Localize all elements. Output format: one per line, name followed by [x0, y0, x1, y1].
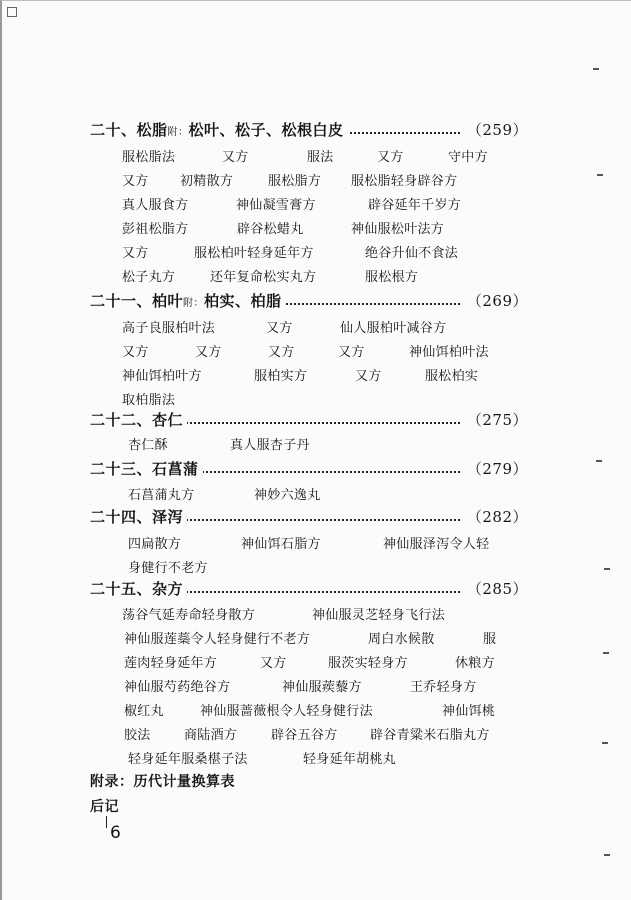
- list-item: 神仙服泽泻令人轻: [383, 537, 490, 552]
- list-item: 彭祖松脂方: [122, 222, 189, 237]
- entry-page: （279）: [461, 458, 528, 479]
- toc-entry[interactable]: [90, 119, 528, 141]
- list-item: 神仙饵柏叶方: [122, 369, 202, 384]
- list-item: 守中方: [448, 150, 488, 165]
- list-item: 服柏实方: [254, 369, 308, 384]
- list-item: 真人服食方: [122, 198, 189, 213]
- list-item: 服松柏叶轻身延年方: [194, 246, 314, 261]
- scan-margin-mark: [593, 68, 599, 70]
- entry-title: 二十、松脂: [90, 121, 168, 139]
- scan-margin-mark: [597, 174, 603, 176]
- list-item: 又方: [338, 345, 365, 360]
- scan-margin-mark: [596, 460, 602, 462]
- list-item: 辟谷青粱米石脂丸方: [370, 728, 490, 743]
- list-item: 轻身延年服桑椹子法: [128, 752, 248, 767]
- scan-margin-mark: [602, 742, 608, 744]
- list-item: 石菖蒲丸方: [128, 488, 195, 503]
- entry-page: （275）: [461, 409, 528, 430]
- list-item: 辟谷延年千岁方: [368, 198, 462, 213]
- list-item: 椒红丸: [124, 704, 164, 719]
- list-item: 神仙服灵芝轻身飞行法: [312, 608, 446, 623]
- list-item: 身健行不老方: [128, 561, 208, 576]
- list-item: 又方: [195, 345, 222, 360]
- entry-page: （285）: [461, 578, 528, 599]
- scan-margin-mark: [603, 652, 609, 654]
- afterword-link[interactable]: 后记: [90, 799, 119, 815]
- entry-subtitle: 柏实、柏脂: [204, 292, 282, 310]
- list-item: 辟谷五谷方: [271, 728, 338, 743]
- list-item: 莲肉轻身延年方: [124, 656, 218, 671]
- entry-note: 附：: [167, 127, 189, 138]
- page-number: 6: [110, 823, 121, 843]
- list-item: 真人服杏子丹: [230, 438, 310, 453]
- list-item: 神仙饵柏叶法: [409, 345, 489, 360]
- list-item: 胶法: [124, 728, 151, 743]
- list-item: 神仙凝雪膏方: [236, 198, 316, 213]
- list-item: 服松脂方: [268, 174, 322, 189]
- list-item: 服松脂轻身辟谷方: [351, 174, 458, 189]
- list-item: 神仙饵石脂方: [241, 537, 321, 552]
- list-item: 神仙饵桃: [442, 704, 496, 719]
- list-item: 又方: [355, 369, 382, 384]
- list-item: 服松根方: [365, 270, 419, 285]
- list-item: 辟谷松蜡丸: [237, 222, 304, 237]
- entry-subtitle: 松叶、松子、松根白皮: [188, 121, 344, 139]
- list-item: 仙人服柏叶减谷方: [340, 321, 447, 336]
- list-item: 神仙服芍药绝谷方: [124, 680, 231, 695]
- list-item: 又方: [122, 174, 149, 189]
- entry-title: 二十四、泽泻: [90, 508, 184, 526]
- entry-page: （282）: [461, 506, 528, 527]
- list-item: 休粮方: [455, 656, 495, 671]
- list-item: 杏仁酥: [128, 438, 168, 453]
- entry-title: 二十五、杂方: [90, 580, 184, 598]
- list-item: 商陆酒方: [184, 728, 238, 743]
- list-item: 四扁散方: [128, 537, 182, 552]
- entry-page: （259）: [461, 119, 528, 140]
- list-item: 周白水候散: [368, 632, 435, 647]
- list-item: 服法: [307, 150, 334, 165]
- entry-note: 附：: [183, 298, 205, 309]
- list-item: 初精散方: [180, 174, 234, 189]
- list-item: 荡谷气延寿命轻身散方: [122, 608, 256, 623]
- list-item: 还年复命松实丸方: [210, 270, 317, 285]
- entry-title: 二十三、石菖蒲: [90, 460, 199, 478]
- list-item: 又方: [122, 345, 149, 360]
- list-item: 又方: [122, 246, 149, 261]
- toc-entry[interactable]: [90, 409, 528, 431]
- list-item: 又方: [260, 656, 287, 671]
- list-item: 神仙服松叶法方: [351, 222, 445, 237]
- list-item: 神仙服蔷薇根令人轻身健行法: [200, 704, 373, 719]
- list-item: 取柏脂法: [122, 393, 176, 408]
- list-item: 服: [483, 632, 497, 647]
- toc-entry[interactable]: [90, 458, 528, 480]
- list-item: 又方: [222, 150, 249, 165]
- scan-margin-mark: [604, 568, 610, 570]
- list-item: 又方: [268, 345, 295, 360]
- list-item: 松子丸方: [122, 270, 176, 285]
- appendix-link[interactable]: 附录：历代计量换算表: [90, 774, 235, 790]
- list-item: 王乔轻身方: [410, 680, 477, 695]
- list-item: 又方: [266, 321, 293, 336]
- toc-entry[interactable]: [90, 578, 528, 600]
- list-item: 神仙服莲蘂令人轻身健行不老方: [124, 632, 311, 647]
- list-item: 服茨实轻身方: [328, 656, 408, 671]
- list-item: 绝谷升仙不食法: [365, 246, 459, 261]
- list-item: 高子良服柏叶法: [122, 321, 216, 336]
- toc-entry[interactable]: [90, 506, 528, 528]
- list-item: 神妙六逸丸: [254, 488, 321, 503]
- list-item: 服松脂法: [122, 150, 176, 165]
- list-item: 又方: [377, 150, 404, 165]
- list-item: 轻身延年胡桃丸: [303, 752, 397, 767]
- entry-page: （269）: [461, 290, 528, 311]
- scan-margin-mark: [604, 854, 610, 856]
- entry-title: 二十二、杏仁: [90, 411, 184, 429]
- scan-corner-mark: [7, 7, 17, 17]
- entry-title: 二十一、柏叶: [90, 292, 184, 310]
- list-item: 服松柏实: [425, 369, 479, 384]
- list-item: 神仙服蒺藜方: [282, 680, 362, 695]
- toc-entry[interactable]: [90, 290, 528, 312]
